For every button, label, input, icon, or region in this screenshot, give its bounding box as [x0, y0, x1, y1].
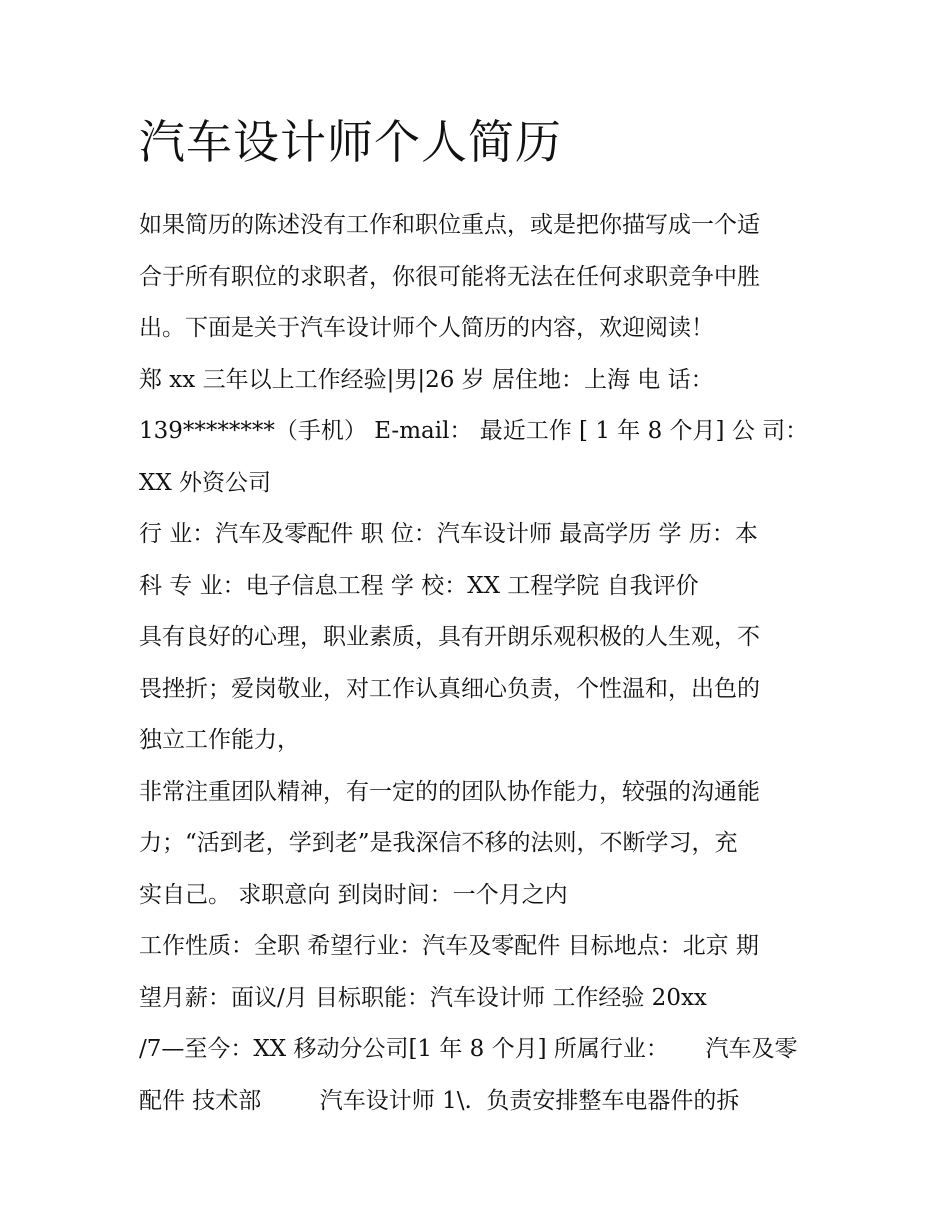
- body-line: 工作性质：全职 希望行业：汽车及零配件 目标地点：北京 期: [139, 933, 759, 959]
- body-line: 配件 技术部 汽车设计师 1\. 负责安排整车电器件的拆: [139, 1087, 740, 1114]
- body-line: 合于所有职位的求职者，你很可能将无法在任何求职竞争中胜: [139, 263, 760, 290]
- body-line: 望月薪：面议/月 目标职能：汽车设计师 工作经验 20xx: [139, 984, 707, 1011]
- body-line: 如果简历的陈述没有工作和职位重点，或是把你描写成一个适: [139, 212, 760, 238]
- body-line: 实自己。 求职意向 到岗时间：一个月之内: [139, 881, 568, 908]
- body-line: 科 专 业：电子信息工程 学 校：XX 工程学院 自我评价: [139, 572, 699, 599]
- body-line: XX 外资公司: [139, 469, 272, 496]
- body-line: 力；“活到老，学到老”是我深信不移的法则，不断学习，充: [139, 830, 738, 856]
- body-line: 出。下面是关于汽车设计师个人简历的内容，欢迎阅读！: [139, 315, 714, 341]
- body-line: 行 业：汽车及零配件 职 位：汽车设计师 最高学历 学 历：本: [139, 521, 758, 547]
- body-line: 非常注重团队精神，有一定的的团队协作能力，较强的沟通能: [139, 778, 760, 805]
- body-line: 畏挫折；爱岗敬业，对工作认真细心负责，个性温和，出色的: [139, 675, 760, 702]
- body-line: 具有良好的心理，职业素质，具有开朗乐观积极的人生观，不: [139, 624, 760, 650]
- document-title: 汽车设计师个人简历: [139, 115, 562, 169]
- body-line: 郑 xx 三年以上工作经验|男|26 岁 居住地：上海 电 话：: [139, 366, 714, 393]
- body-line: /7—至今：XX 移动分公司[1 年 8 个月] 所属行业： 汽车及零: [139, 1036, 798, 1062]
- document-body: [139, 200, 819, 1127]
- body-line: 独立工作能力，: [139, 727, 300, 753]
- body-line: 139********（手机） E-mail： 最近工作 [ 1 年 8 个月] 公 司：: [139, 418, 809, 444]
